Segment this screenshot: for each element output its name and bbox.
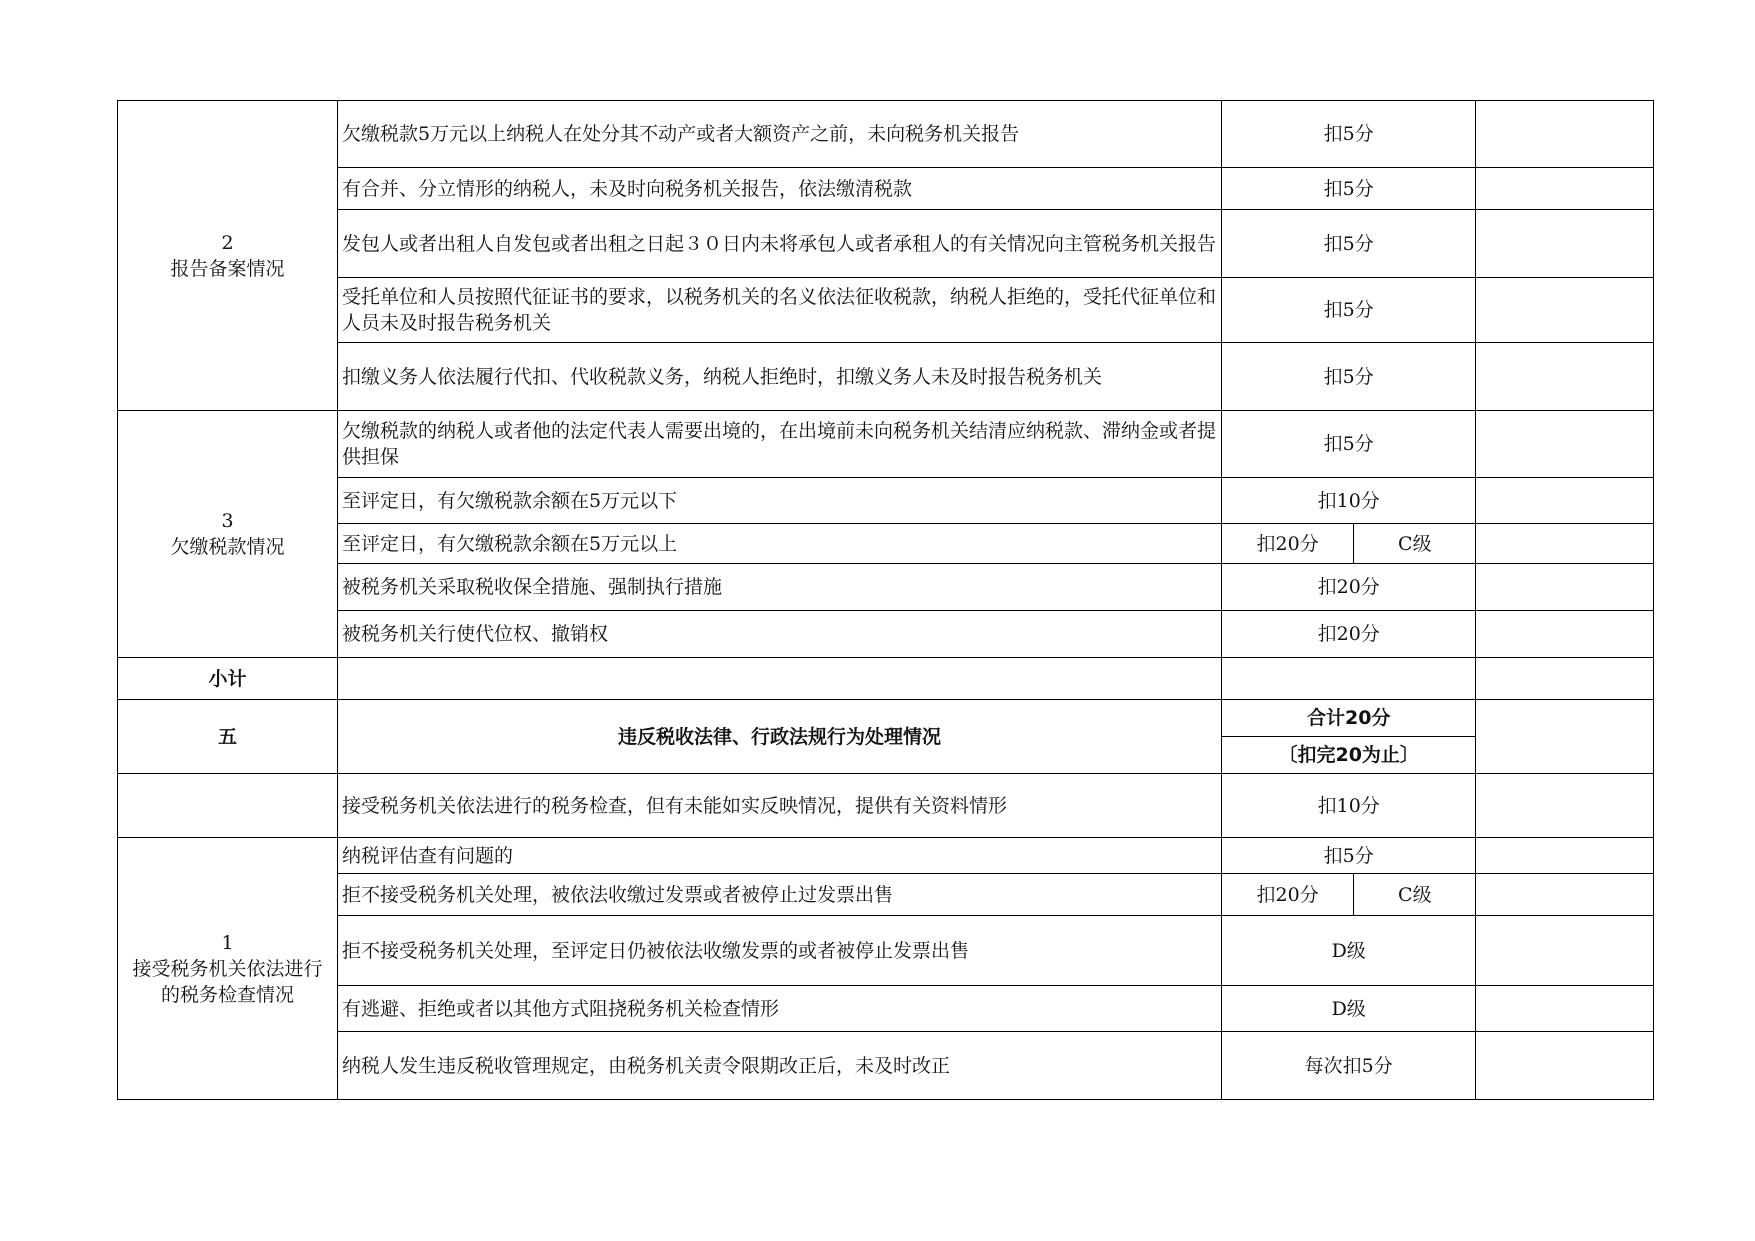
category-name-line1: 接受税务机关依法进行	[132, 957, 323, 980]
section-header-row	[118, 700, 1654, 737]
actual-score-cell	[1476, 478, 1654, 524]
item-cell: 纳税人发生违反税收管理规定，由税务机关责令限期改正后，未及时改正	[338, 1032, 1222, 1100]
category-number: 3	[221, 510, 234, 532]
item-cell: 拒不接受税务机关处理，被依法收缴过发票或者被停止过发票出售	[338, 874, 1222, 916]
actual-score-cell	[1476, 524, 1654, 564]
score-cell: 扣20分	[1222, 564, 1476, 611]
grade-cell: C级	[1354, 524, 1476, 564]
section-number: 五	[118, 700, 338, 774]
subtotal-item-cell	[338, 658, 1222, 700]
table-row	[118, 611, 1654, 658]
score-cell: 扣5分	[1222, 278, 1476, 343]
item-cell: 有合并、分立情形的纳税人，未及时向税务机关报告，依法缴清税款	[338, 168, 1222, 210]
table-row	[118, 874, 1654, 916]
category-name-line2: 的税务检查情况	[160, 983, 294, 1006]
actual-score-cell	[1476, 874, 1654, 916]
score-cell: D级	[1222, 986, 1476, 1032]
category-cell	[118, 101, 338, 411]
item-cell: 接受税务机关依法进行的税务检查，但有未能如实反映情况，提供有关资料情形	[338, 774, 1222, 838]
section-cap: 〔扣完20为止〕	[1222, 737, 1476, 774]
table-row	[118, 343, 1654, 411]
section-total: 合计20分	[1222, 700, 1476, 737]
category-number: 2	[221, 231, 234, 254]
score-cell: 扣20分	[1222, 524, 1354, 564]
category-number: 1	[221, 931, 234, 954]
table-row	[118, 278, 1654, 343]
table-row	[118, 986, 1654, 1032]
table-row	[118, 564, 1654, 611]
actual-score-cell	[1476, 774, 1654, 838]
subtotal-label: 小计	[118, 658, 338, 700]
score-cell: 扣5分	[1222, 411, 1476, 478]
actual-score-cell	[1476, 838, 1654, 874]
score-cell: 扣10分	[1222, 478, 1476, 524]
actual-score-cell	[1476, 168, 1654, 210]
category-name: 欠缴税款情况	[170, 536, 285, 558]
item-cell: 欠缴税款5万元以上纳税人在处分其不动产或者大额资产之前，未向税务机关报告	[338, 101, 1222, 168]
table-row	[118, 916, 1654, 986]
subtotal-score-cell	[1222, 658, 1476, 700]
actual-score-cell	[1476, 611, 1654, 658]
subtotal-row	[118, 658, 1654, 700]
item-cell: 纳税评估查有问题的	[338, 838, 1222, 874]
score-cell: 扣5分	[1222, 838, 1476, 874]
score-cell: 扣5分	[1222, 210, 1476, 278]
item-cell: 受托单位和人员按照代征证书的要求，以税务机关的名义依法征收税款，纳税人拒绝的，受托代征单位和人员未及时报告税务机关	[338, 278, 1222, 343]
category-name: 报告备案情况	[170, 257, 285, 280]
table-row	[118, 1032, 1654, 1100]
table-row	[118, 411, 1654, 478]
item-cell: 欠缴税款的纳税人或者他的法定代表人需要出境的，在出境前未向税务机关结清应纳税款、滞纳金或者提供担保	[338, 411, 1222, 478]
actual-score-cell	[1476, 411, 1654, 478]
actual-score-cell	[1476, 210, 1654, 278]
score-cell: 扣5分	[1222, 343, 1476, 411]
table-row	[118, 168, 1654, 210]
score-cell: 每次扣5分	[1222, 1032, 1476, 1100]
table-row	[118, 838, 1654, 874]
actual-score-cell	[1476, 343, 1654, 411]
actual-score-cell	[1476, 278, 1654, 343]
score-cell: 扣20分	[1222, 874, 1354, 916]
item-cell: 至评定日，有欠缴税款余额在5万元以下	[338, 478, 1222, 524]
item-cell: 扣缴义务人依法履行代扣、代收税款义务，纳税人拒绝时，扣缴义务人未及时报告税务机关	[338, 343, 1222, 411]
actual-score-cell	[1476, 564, 1654, 611]
section-title: 违反税收法律、行政法规行为处理情况	[338, 700, 1222, 774]
actual-score-cell	[1476, 1032, 1654, 1100]
score-cell: D级	[1222, 916, 1476, 986]
item-cell: 至评定日，有欠缴税款余额在5万元以上	[338, 524, 1222, 564]
category-cell	[118, 838, 338, 1100]
actual-score-cell	[1476, 986, 1654, 1032]
evaluation-table	[117, 100, 1654, 1100]
table-row	[118, 478, 1654, 524]
category-cell	[118, 411, 338, 658]
item-cell: 被税务机关采取税收保全措施、强制执行措施	[338, 564, 1222, 611]
item-cell: 发包人或者出租人自发包或者出租之日起３０日内未将承包人或者承租人的有关情况向主管税务机关报告	[338, 210, 1222, 278]
section-actual-cell	[1476, 700, 1654, 774]
table-row	[118, 774, 1654, 838]
score-cell: 扣20分	[1222, 611, 1476, 658]
actual-score-cell	[1476, 916, 1654, 986]
item-cell: 有逃避、拒绝或者以其他方式阻挠税务机关检查情形	[338, 986, 1222, 1032]
category-cell	[118, 774, 338, 838]
table-row	[118, 524, 1654, 564]
table-row	[118, 101, 1654, 168]
table-row	[118, 210, 1654, 278]
score-cell: 扣10分	[1222, 774, 1476, 838]
item-cell: 被税务机关行使代位权、撤销权	[338, 611, 1222, 658]
score-cell: 扣5分	[1222, 101, 1476, 168]
subtotal-actual-cell	[1476, 658, 1654, 700]
grade-cell: C级	[1354, 874, 1476, 916]
actual-score-cell	[1476, 101, 1654, 168]
item-cell: 拒不接受税务机关处理，至评定日仍被依法收缴发票的或者被停止发票出售	[338, 916, 1222, 986]
score-cell: 扣5分	[1222, 168, 1476, 210]
